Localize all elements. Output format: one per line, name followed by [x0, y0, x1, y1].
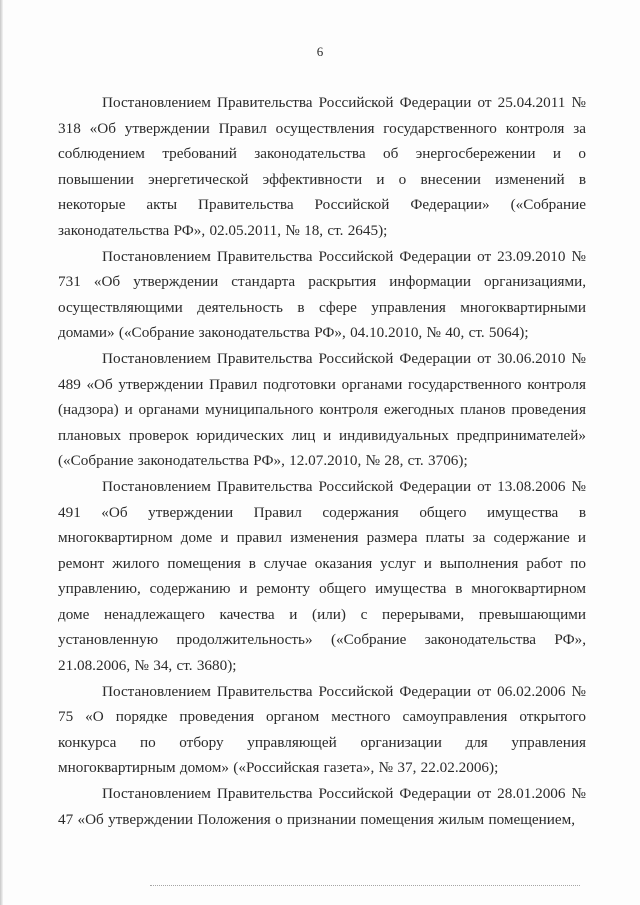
paragraph-decree-47: Постановлением Правительства Российской Федерации от 28.01.2006 № 47 «Об утверждении Положения о признании помещения жилым помещением, — [58, 785, 586, 828]
paragraph-decree-491: Постановлением Правительства Российской Федерации от 13.08.2006 № 491 «Об утверждении Правил содержания общего имущества в многоквартирном доме и правил изменения размера платы за содержание и ремонт жилого помещения в случае оказания услуг и выполнения работ по управлению, содержанию и ремонту общего имущества в многоквартирном доме ненадлежащего качества и (или) с перерывами, превышающими установленную продолжительность» («Собрание законодательства РФ», 21.08.2006, № 34, ст. 3680); — [58, 477, 586, 675]
paragraph-decree-75: Постановлением Правительства Российской Федерации от 06.02.2006 № 75 «О порядке проведения органом местного самоуправления открытого конкурса по отбору управляющей организации для управления многоквартирным домом» («Российская газета», № 37, 22.02.2006); — [58, 682, 586, 777]
document-body — [58, 90, 586, 832]
page-number: 6 — [316, 44, 324, 59]
paragraph-decree-489: Постановлением Правительства Российской Федерации от 30.06.2010 № 489 «Об утверждении Правил подготовки органами государственного контроля (надзора) и органами муниципального контроля ежегодных планов проведения плановых проверок юридических лиц и индивидуальных предпринимателей» («Собрание законодательства РФ», 12.07.2010, № 28, ст. 3706); — [58, 349, 586, 470]
paragraph-decree-318: Постановлением Правительства Российской Федерации от 25.04.2011 № 318 «Об утверждении Правил осуществления государственного контроля за соблюдением требований законодательства об энергосбережении и о повышении энергетической эффективности и о внесении изменений в некоторые акты Правительства Российской Федерации» («Собрание законодательства РФ», 02.05.2011, № 18, ст. 2645); — [58, 94, 586, 239]
footer-dotted-line — [150, 885, 580, 886]
scan-left-edge — [0, 0, 3, 905]
paragraph-decree-731: Постановлением Правительства Российской Федерации от 23.09.2010 № 731 «Об утверждении стандарта раскрытия информации организациями, осуществляющими деятельность в сфере управления многоквартирными домами» («Собрание законодательства РФ», 04.10.2010, № 40, ст. 5064); — [58, 247, 586, 342]
